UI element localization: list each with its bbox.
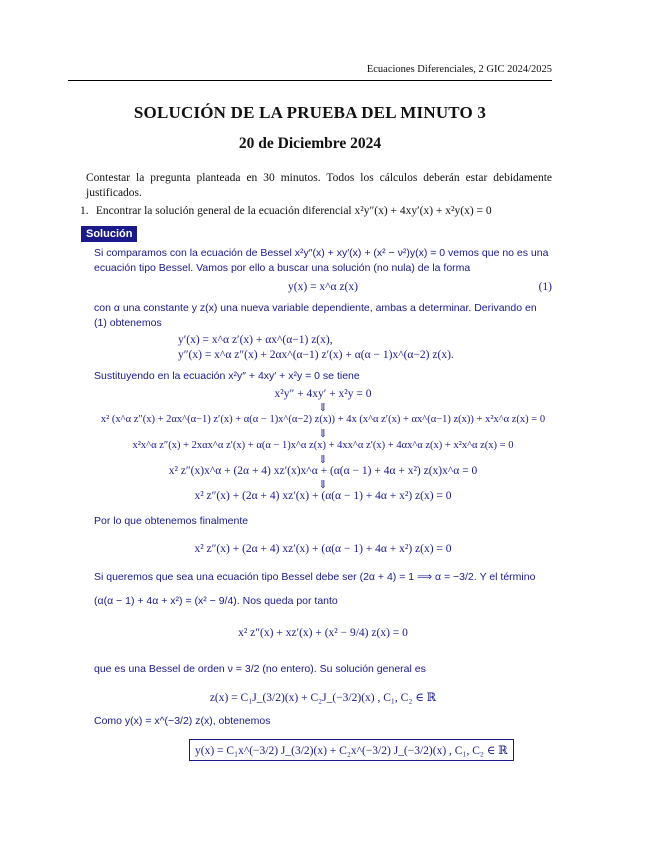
document-title: SOLUCIÓN DE LA PRUEBA DEL MINUTO 3 [133,103,487,122]
implies-arrow: ⇓ [318,402,328,414]
solution-paragraph-6: que es una Bessel de orden ν = 3/2 (no entero). Su solución general es [94,663,426,675]
implies-arrow: ⇓ [318,428,328,440]
solution-paragraph-2: con α una constante y z(x) una nueva variable dependiente, ambas a determinar. Derivando en (1) obtenemos [94,302,537,329]
solution-paragraph-5a: Si queremos que sea una ecuación tipo Bessel debe ser (2α + 4) = 1 ⟹ α = −3/2. Y el término [94,571,536,583]
implies-arrow: ⇓ [318,479,328,491]
general-solution-z: z(x) = C₁J_(3/2)(x) + C₂J_(−3/2)(x) , C₁, C₂ ∈ ℝ [209,692,437,704]
solution-paragraph-7: Como y(x) = x^(−3/2) z(x), obtenemos [94,715,271,727]
question-1 [80,205,552,217]
document-date: 20 de Diciembre 2024 [238,135,382,152]
equation-1: y(x) = x^α z(x) [288,281,358,293]
substitution-step-2: x² (x^α z″(x) + 2αx^(α−1) z′(x) + α(α − 1)x^(α−2) z(x)) + 4x (x^α z′(x) + αx^(α−1) z(x)) + x²x^α z(x) = 0 [100,414,546,425]
derivative-second: y″(x) = x^α z″(x) + 2αx^(α−1) z′(x) + α(α − 1)x^(α−2) z(x). [178,349,454,361]
substitution-step-5: x² z″(x) + (2α + 4) xz′(x) + (α(α − 1) + 4α + x²) z(x) = 0 [194,490,452,502]
intro-text: Contestar la pregunta planteada en 30 minutos. Todos los cálculos deberán estar debidamente justificados. [86,172,552,199]
final-answer-box: y(x) = C₁x^(−3/2) J_(3/2)(x) + C₂x^(−3/2) J_(−3/2)(x) , C₁, C₂ ∈ ℝ [189,739,514,761]
solution-badge: Solución [81,226,137,242]
derivative-first: y′(x) = x^α z′(x) + αx^(α−1) z(x), [178,334,333,346]
question-text: Encontrar la solución general de la ecuación diferencial x²y″(x) + 4xy′(x) + x²y(x) = 0 [95,205,492,217]
solution-paragraph-4: Por lo que obtenemos finalmente [94,515,249,527]
course-header: Ecuaciones Diferenciales, 2 GIC 2024/2025 [366,64,552,75]
implies-arrow: ⇓ [318,454,328,466]
substitution-step-3: x²x^α z″(x) + 2xαx^α z′(x) + α(α − 1)x^α z(x) + 4xx^α z′(x) + 4αx^α z(x) + x²x^α z(x) = 0 [132,440,514,451]
bessel-equation: x² z″(x) + xz′(x) + (x² − 9/4) z(x) = 0 [238,627,408,639]
question-number: 1. [80,205,89,217]
solution-paragraph-5b: (α(α − 1) + 4α + x²) = (x² − 9/4). Nos queda por tanto [94,595,338,607]
substitution-step-4: x² z″(x)x^α + (2α + 4) xz′(x)x^α + (α(α − 1) + 4α + x²) z(x)x^α = 0 [168,465,478,477]
final-equation: x² z″(x) + (2α + 4) xz′(x) + (α(α − 1) + 4α + x²) z(x) = 0 [194,543,452,555]
solution-paragraph-3: Sustituyendo en la ecuación x²y″ + 4xy′ + x²y = 0 se tiene [94,370,360,382]
substitution-step-1: x²y″ + 4xy′ + x²y = 0 [274,388,372,400]
equation-1-number: (1) [538,281,552,293]
solution-paragraph-1: Si comparamos con la ecuación de Bessel x²y″(x) + xy′(x) + (x² − ν²)y(x) = 0 vemos que no es una ecuación tipo Bessel. Vamos por ello a buscar una solución (no nula) de la forma [94,247,549,274]
header-rule [68,80,552,81]
